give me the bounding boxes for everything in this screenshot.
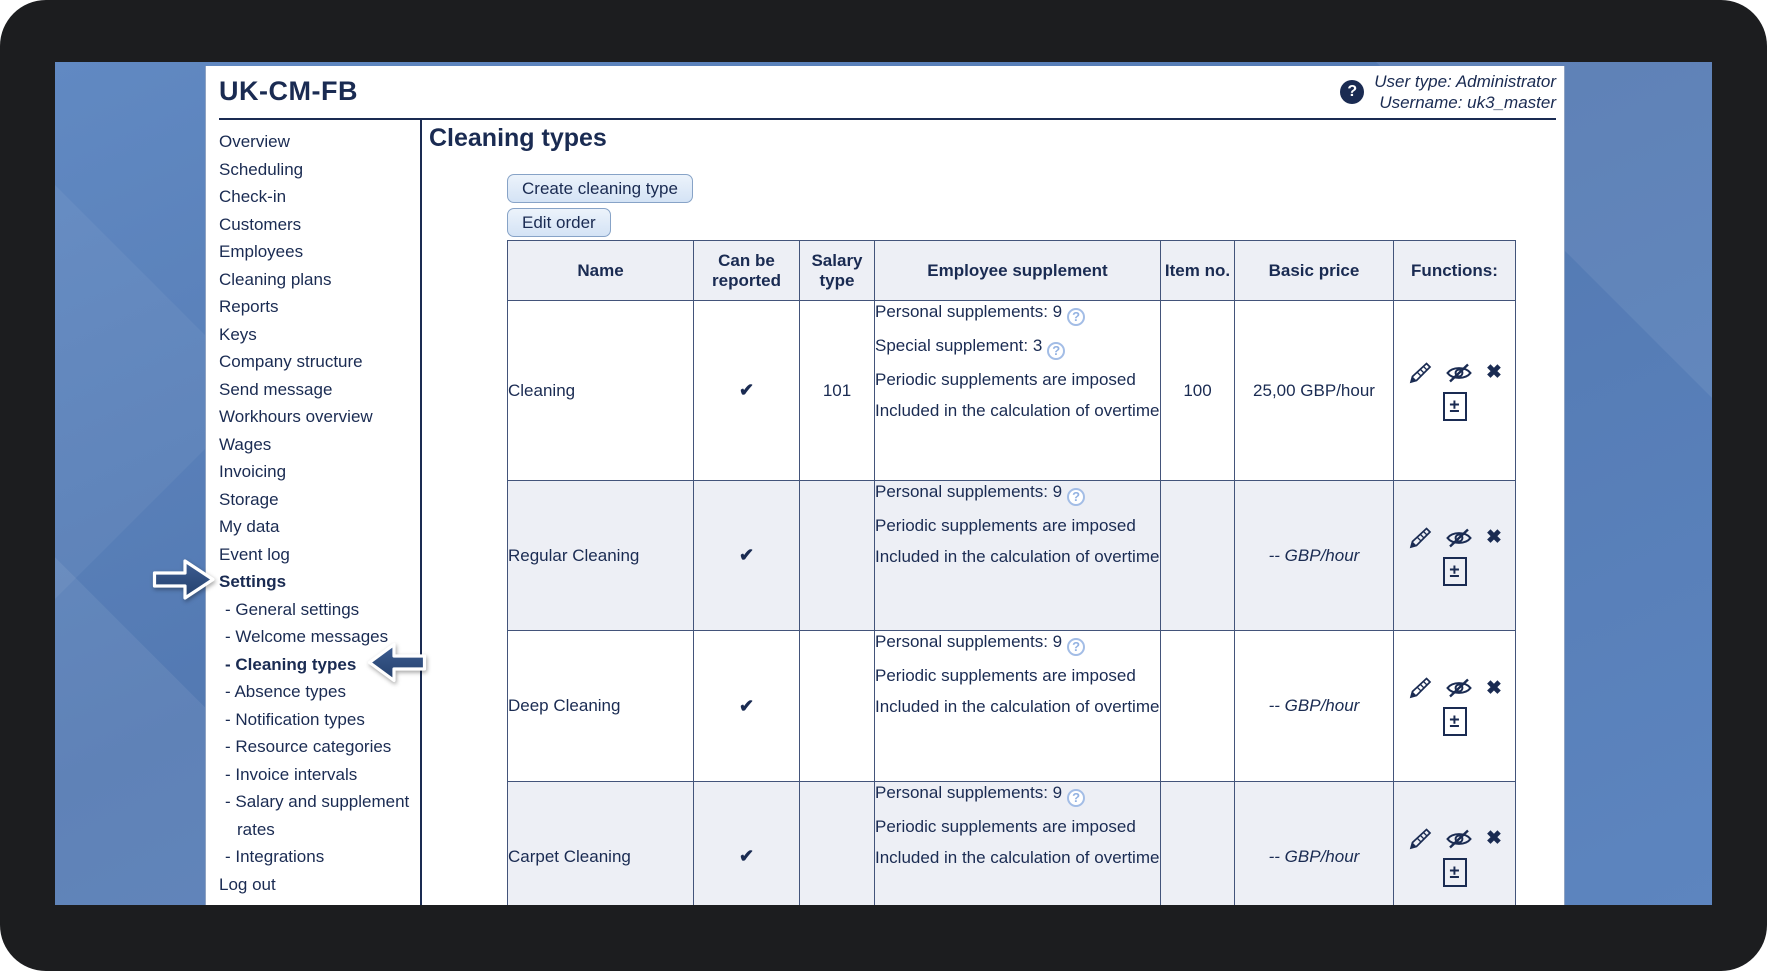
supplement-plus-minus-icon[interactable]: ± [1443,392,1467,421]
sidebar-subitem-absence-types[interactable]: - Absence types [225,682,346,701]
sidebar-item-reports[interactable]: Reports [219,297,279,316]
cell-functions [1394,782,1516,906]
supplement-line: Personal supplements: 9 ? [875,782,1160,807]
cleaning-types-pointer-arrow [367,640,427,690]
column-header-name: Name [508,241,694,301]
edit-pencil-icon[interactable] [1407,827,1432,851]
username-label: Username: uk3_master [1379,93,1556,112]
sidebar-nav [219,128,419,905]
table-header-row [508,241,1516,301]
supplement-plus-minus-icon[interactable]: ± [1443,557,1467,586]
delete-x-icon[interactable]: ✖ [1486,527,1502,548]
cell-item-no [1161,782,1235,906]
cell-name: Deep Cleaning [508,631,694,782]
cell-basic-price: 25,00 GBP/hour [1235,301,1394,481]
cell-item-no: 100 [1161,301,1235,481]
sidebar-item-customers[interactable]: Customers [219,214,302,234]
cell-name: Carpet Cleaning [508,782,694,906]
cell-salary-type: 101 [800,301,875,481]
sidebar-item-check-in[interactable]: Check-in [219,187,287,206]
column-header-functions: Functions: [1394,241,1516,301]
sidebar-item-log-out[interactable]: Log out [219,874,276,894]
sidebar-item-employees[interactable]: Employees [219,242,304,261]
column-header-can-be-reported: Can be reported [694,241,800,301]
cell-salary-type [800,481,875,631]
sidebar-item-keys[interactable]: Keys [219,324,257,344]
help-icon[interactable]: ? [1067,488,1085,506]
sidebar-item-invoicing[interactable]: Invoicing [219,462,287,481]
cell-item-no [1161,481,1235,631]
sidebar-subitem-integrations[interactable]: - Integrations [225,847,325,866]
cell-employee-supplement [875,481,1161,631]
help-icon[interactable]: ? [1047,342,1065,360]
cell-functions [1394,301,1516,481]
settings-pointer-arrow [152,556,216,608]
sidebar-item-settings[interactable]: Settings [219,572,287,591]
sidebar-item-company-structure[interactable]: Company structure [219,352,363,371]
supplement-line: Included in the calculation of overtime [875,848,1160,867]
column-header-basic-price: Basic price [1235,241,1394,301]
cleaning-types-table [507,240,1516,905]
edit-pencil-icon[interactable] [1407,361,1432,385]
sidebar-item-send-message[interactable]: Send message [219,379,333,399]
help-icon[interactable]: ? [1067,308,1085,326]
supplement-line: Special supplement: 3 ? [875,335,1160,360]
delete-x-icon[interactable]: ✖ [1486,362,1502,383]
sidebar-subitem-welcome-messages[interactable]: - Welcome messages [225,627,389,646]
user-type-label: User type: Administrator [1374,72,1556,91]
help-icon[interactable]: ? [1067,789,1085,807]
sidebar-item-my-data[interactable]: My data [219,517,280,536]
hide-eye-slash-icon[interactable] [1445,527,1473,549]
sidebar-subitem-notification-types[interactable]: - Notification types [225,709,365,729]
sidebar-subitem-invoice-intervals[interactable]: - Invoice intervals [225,764,358,784]
column-header-employee-supplement: Employee supplement [875,241,1161,301]
cell-functions [1394,481,1516,631]
sidebar-item-wages[interactable]: Wages [219,434,272,454]
cell-basic-price: -- GBP/hour [1235,481,1394,631]
cell-employee-supplement [875,631,1161,782]
supplement-line: Periodic supplements are imposed [875,516,1136,535]
delete-x-icon[interactable]: ✖ [1486,677,1502,699]
edit-order-button[interactable]: Edit order [507,208,611,237]
sidebar-divider [420,118,422,905]
hide-eye-slash-icon[interactable] [1445,677,1473,699]
edit-pencil-icon[interactable] [1407,676,1432,700]
help-icon[interactable]: ? [1067,638,1085,656]
delete-x-icon[interactable]: ✖ [1486,828,1502,849]
check-icon: ✔ [738,545,755,565]
cell-name: Regular Cleaning [508,481,694,631]
sidebar-item-storage[interactable]: Storage [219,489,279,509]
sidebar-item-overview[interactable]: Overview [219,132,290,151]
help-icon[interactable]: ? [1340,80,1364,104]
cell-basic-price: -- GBP/hour [1235,782,1394,906]
hide-eye-slash-icon[interactable] [1445,828,1473,850]
cell-employee-supplement [875,782,1161,906]
supplement-line: Personal supplements: 9 ? [875,481,1160,506]
cell-employee-supplement [875,301,1161,481]
cell-item-no [1161,631,1235,782]
supplement-line: Personal supplements: 9 ? [875,631,1160,656]
supplement-line: Periodic supplements are imposed [875,370,1136,389]
page-title: Cleaning types [429,124,607,152]
desktop-background [55,62,1712,905]
check-icon: ✔ [738,380,755,400]
sidebar-subitem-general-settings[interactable]: - General settings [225,599,360,619]
sidebar-item-event-log[interactable]: Event log [219,544,290,564]
table-row [508,631,1516,782]
cell-salary-type [800,631,875,782]
supplement-line: Personal supplements: 9 ? [875,301,1160,326]
create-cleaning-type-button[interactable]: Create cleaning type [507,174,693,203]
app-window [205,66,1565,905]
user-info [1340,71,1556,113]
column-header-item-no: Item no. [1161,241,1235,301]
column-header-salary-type: Salary type [800,241,875,301]
edit-pencil-icon[interactable] [1407,526,1432,550]
app-title: UK-CM-FB [219,76,358,106]
cell-basic-price: -- GBP/hour [1235,631,1394,782]
sidebar-item-cleaning-plans[interactable]: Cleaning plans [219,269,332,289]
sidebar-subitem-cleaning-types[interactable]: - Cleaning types [225,654,357,674]
supplement-line: Included in the calculation of overtime [875,401,1160,420]
check-icon: ✔ [738,846,755,866]
hide-eye-slash-icon[interactable] [1445,362,1473,384]
supplement-line: Periodic supplements are imposed [875,666,1136,685]
supplement-plus-minus-icon[interactable]: ± [1443,858,1467,887]
supplement-line: Included in the calculation of overtime [875,697,1160,716]
sidebar-item-workhours-overview[interactable]: Workhours overview [219,407,373,426]
table-row [508,301,1516,481]
cell-functions [1394,631,1516,782]
supplement-plus-minus-icon[interactable]: ± [1443,707,1467,736]
sidebar-subitem-resource-categories[interactable]: - Resource categories [225,737,392,756]
check-icon: ✔ [738,695,755,716]
sidebar-subitem-salary-supplement-rates[interactable]: - Salary and supplement rates [225,792,410,839]
supplement-line: Included in the calculation of overtime [875,547,1160,566]
sidebar-item-scheduling[interactable]: Scheduling [219,159,304,179]
table-row [508,481,1516,631]
table-row [508,782,1516,906]
supplement-line: Periodic supplements are imposed [875,817,1136,836]
cell-name: Cleaning [508,301,694,481]
cell-salary-type [800,782,875,906]
